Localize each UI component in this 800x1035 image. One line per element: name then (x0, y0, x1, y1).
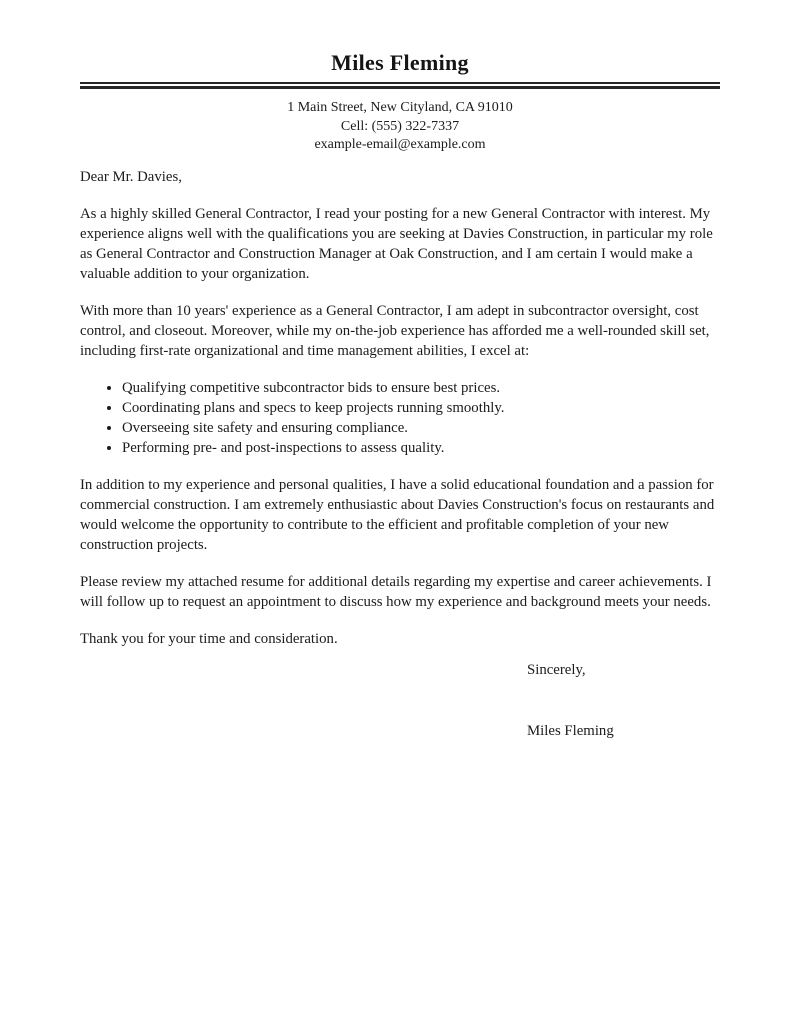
contact-cell: Cell: (555) 322-7337 (340, 118, 460, 134)
candidate-name: Miles Fleming (331, 50, 469, 75)
contact-block (80, 99, 720, 155)
paragraph-resume: Please review my attached resume for additional details regarding my expertise and career achievements. I will follow up to request an appointment to discuss how my experience and background meets your needs. (80, 573, 712, 610)
paragraph-skills: With more than 10 years' experience as a General Contractor, I am adept in subcontractor oversight, cost control, and closeout. Moreover, while my on-the-job experience has afforded me a well-rounded skill set, including first-rate organizational and time management abilities, I excel at: (80, 302, 710, 359)
letter-header (80, 50, 720, 155)
list-item: • Overseeing site safety and ensuring compliance. (122, 418, 720, 438)
closing-block (80, 660, 720, 741)
list-item: • Coordinating plans and specs to keep projects running smoothly. (122, 398, 720, 418)
salutation: Dear Mr. Davies, (80, 168, 182, 185)
paragraph-intro: As a highly skilled General Contractor, I read your posting for a new General Contractor with interest. My experience aligns well with the qualifications you are seeking at Davies Construction, in particular my role as General Contractor and Construction Manager at Oak Construction, and I am certain I would make a valuable addition to your organization. (80, 205, 713, 282)
signoff: Sincerely, (527, 661, 586, 678)
signature-name: Miles Fleming (527, 722, 614, 739)
paragraph-education: In addition to my experience and personal qualities, I have a solid educational foundation and a passion for commercial construction. I am extremely enthusiastic about Davies Construction's focus on restaurants and would welcome the opportunity to contribute to the efficient and profitable completion of your new construction projects. (80, 476, 715, 553)
list-item: • Qualifying competitive subcontractor bids to ensure best prices. (122, 378, 720, 398)
contact-email: example-email@example.com (314, 137, 486, 152)
list-item: • Performing pre- and post-inspections to assess quality. (122, 438, 720, 458)
paragraph-thanks: Thank you for your time and consideration. (80, 630, 338, 647)
contact-address: 1 Main Street, New Cityland, CA 91010 (287, 100, 513, 115)
skills-bullet-list (80, 378, 720, 458)
header-divider-double-rule (80, 82, 720, 89)
letter-body (80, 167, 720, 741)
